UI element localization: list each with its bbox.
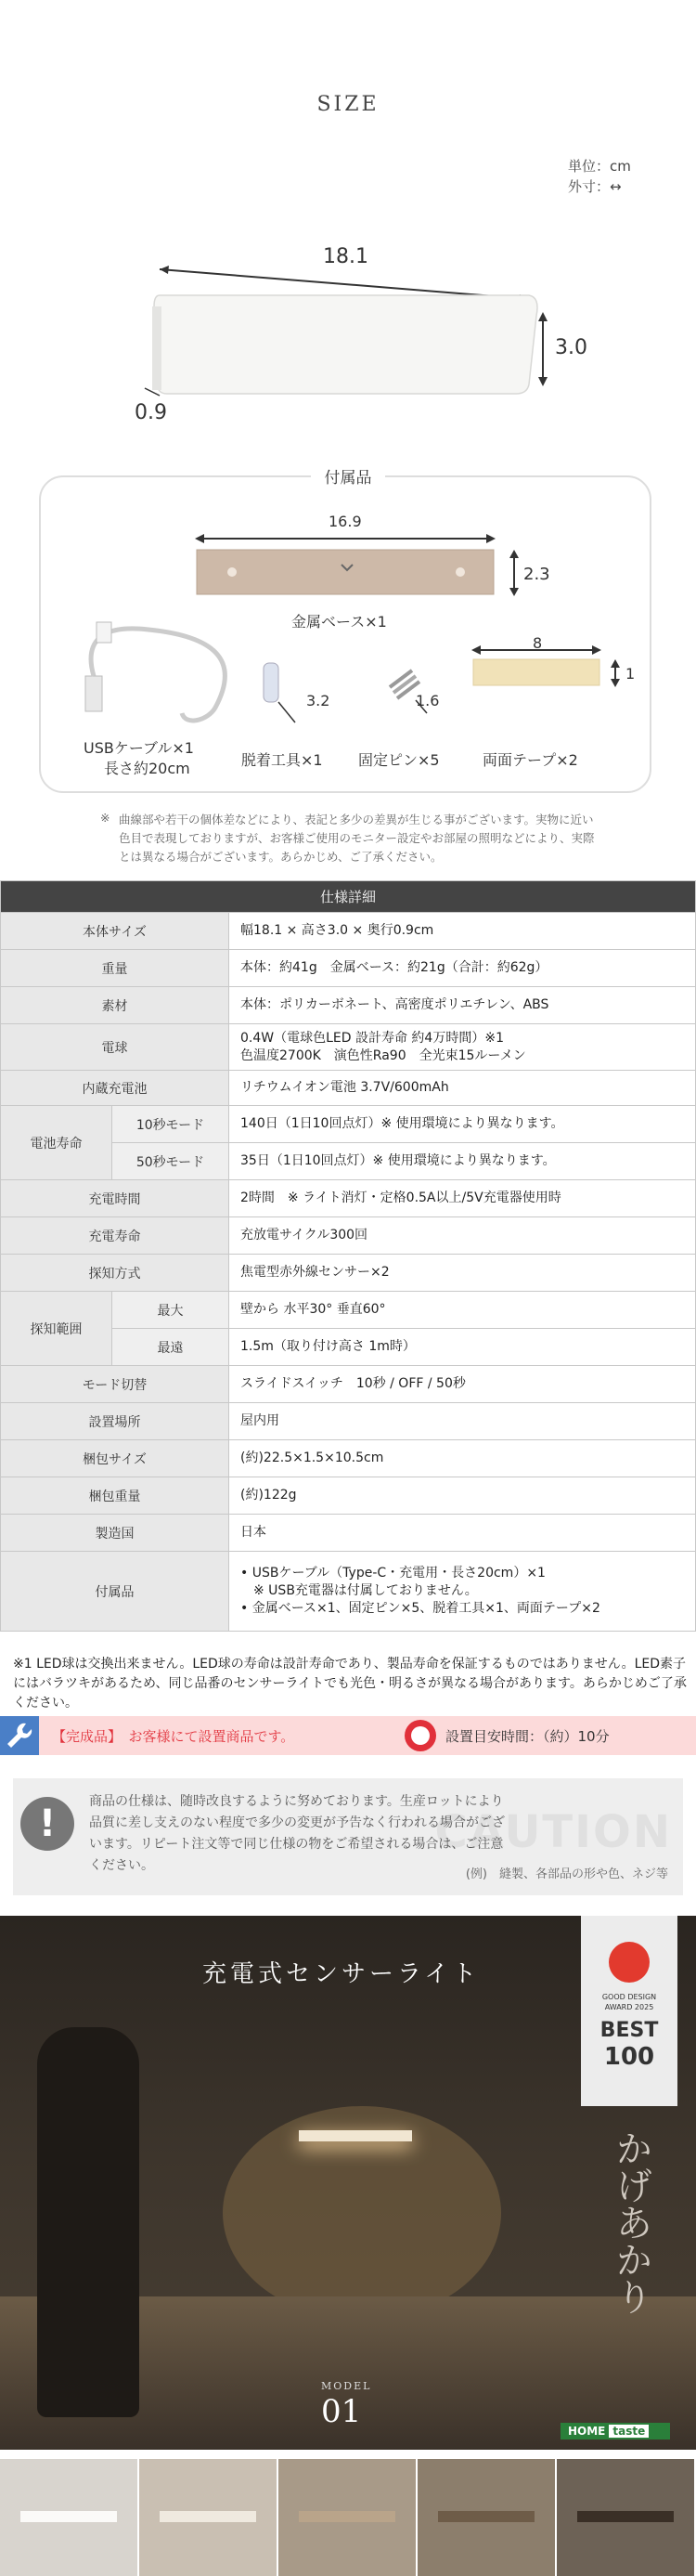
base-plate (195, 534, 519, 596)
width-dim: 18.1 (323, 245, 368, 268)
spec-value-line: ※ USB充電器は付属しておりません。 (253, 1583, 478, 1598)
size-diagram (0, 0, 696, 446)
spec-value-line: • USBケーブル（Type-C・充電用・長さ20cm）×1 (240, 1566, 546, 1581)
base-width-dim: 16.9 (329, 513, 362, 530)
spec-label: 梱包重量 (1, 1477, 229, 1515)
model-label: MODEL (321, 2380, 372, 2392)
pin-label: 固定ピン×5 (358, 751, 440, 769)
base-label: 金属ベース×1 (291, 613, 387, 631)
usb-label-1: USBケーブル×1 (84, 739, 194, 757)
good-design-badge (581, 1916, 677, 2106)
gd-best: BEST (599, 2019, 659, 2042)
spec-value: 充放電サイクル300回 (229, 1217, 696, 1255)
spec-sublabel: 50秒モード (112, 1143, 229, 1180)
spec-value (229, 1024, 696, 1071)
spec-value: (約)22.5×1.5×10.5cm (229, 1440, 696, 1477)
thumbnail[interactable] (557, 2459, 694, 2576)
tool-dim: 3.2 (306, 692, 330, 709)
pin-dim: 1.6 (416, 692, 440, 709)
spec-value: 壁から 水平30° 垂直60° (229, 1292, 696, 1329)
spec-label: 重量 (1, 950, 229, 987)
usb-label-2: 長さ約20cm (104, 760, 190, 777)
hero-photo (0, 1916, 696, 2450)
thumbnail[interactable] (139, 2459, 277, 2576)
spec-value: (約)122g (229, 1477, 696, 1515)
spec-value: 本体：約41g 金属ベース：約21g（合計：約62g） (229, 950, 696, 987)
spec-label: 付属品 (1, 1552, 229, 1632)
calligraphy-text: かげあかり (610, 2129, 652, 2315)
color-thumbnails (0, 2459, 696, 2576)
hero-person (37, 2027, 139, 2417)
spec-label: 本体サイズ (1, 913, 229, 950)
taste-text: taste (609, 2425, 649, 2438)
clock-icon (405, 1720, 436, 1751)
spec-label: 素材 (1, 987, 229, 1024)
spec-sublabel: 最遠 (112, 1329, 229, 1366)
gd-small-1: GOOD DESIGN (601, 1993, 657, 2001)
depth-dim: 0.9 (135, 401, 167, 424)
install-time-text: 設置目安時間：（約）10分 (445, 1728, 610, 1745)
spec-label: 梱包サイズ (1, 1440, 229, 1477)
spec-label: モード切替 (1, 1366, 229, 1403)
home-text: HOME (568, 2425, 606, 2438)
spec-label: 充電寿命 (1, 1217, 229, 1255)
spec-value: 日本 (229, 1515, 696, 1552)
spec-value: 140日（1日10回点灯）※ 使用環境により異なります。 (229, 1106, 696, 1143)
outer-label: 外寸： (568, 178, 611, 195)
spec-label: 電池寿命 (1, 1106, 112, 1180)
light-body (152, 295, 537, 394)
spec-label: 設置場所 (1, 1403, 229, 1440)
good-design-logo-icon (609, 1942, 650, 1983)
exclamation-icon: ! (20, 1797, 74, 1851)
spec-value-line: • 金属ベース×1、固定ピン×5、脱着工具×1、両面テープ×2 (240, 1601, 600, 1616)
thumbnail[interactable] (418, 2459, 555, 2576)
caution-watermark: CAUTION (434, 1806, 672, 1858)
gd-number: 100 (603, 2043, 655, 2071)
base-height-dim: 2.3 (523, 565, 550, 584)
thumbnail[interactable] (278, 2459, 416, 2576)
caution-text: 商品の仕様は、随時改良するように努めております。生産ロットにより品質に差し支えのない程度で多少の変更が予告なく行われる場合がございます。リピート注文等で同じ仕様の物をご希望される場合は、ご注意ください。 (89, 1794, 505, 1873)
tool-label: 脱着工具×1 (241, 751, 323, 769)
model-number: 01 (321, 2393, 362, 2430)
wrench-icon (0, 1716, 39, 1755)
spec-value-line: 0.4W（電球色LED 設計寿命 約4万時間）※1 (240, 1030, 504, 1046)
hero-lamp (299, 2130, 412, 2141)
tape-drawing (471, 645, 620, 687)
accessories-title: 付属品 (311, 464, 385, 488)
spec-label: 探知方式 (1, 1255, 229, 1292)
tape-width-dim: 8 (533, 634, 543, 652)
spec-table (0, 880, 696, 1632)
spec-sublabel: 10秒モード (112, 1106, 229, 1143)
spec-value: 屋内用 (229, 1403, 696, 1440)
led-footnote: ※1 LED球は交換出来ません。LED球の寿命は設計寿命であり、製品寿命を保証するものではありません。LED素子にはバラツキがあるため、同じ品番のセンサーライトでも光色・明るさが異なる場合があります。あらかじめご了承ください。 (13, 1657, 687, 1711)
tape-label: 両面テープ×2 (483, 751, 578, 769)
spec-label: 内蔵充電池 (1, 1071, 229, 1106)
spec-sublabel: 最大 (112, 1292, 229, 1329)
spec-value: 本体：ポリカーボネート、高密度ポリエチレン、ABS (229, 987, 696, 1024)
spec-value-line: 色温度2700K 演色性Ra90 全光束15ルーメン (240, 1047, 526, 1063)
height-dim: 3.0 (555, 336, 587, 359)
caution-box (13, 1778, 683, 1895)
spec-value: 焦電型赤外線センサー×2 (229, 1255, 696, 1292)
disclaimer-mark: ※ (100, 811, 110, 825)
spec-value: リチウムイオン電池 3.7V/600mAh (229, 1071, 696, 1106)
spec-label: 製造国 (1, 1515, 229, 1552)
usb-cable-drawing (85, 622, 225, 721)
double-arrow-icon: ↔ (610, 178, 622, 195)
spec-value: 1.5m（取り付け高さ 1m時） (229, 1329, 696, 1366)
spec-label: 電球 (1, 1024, 229, 1071)
spec-value (229, 1552, 696, 1632)
spec-value: スライドスイッチ 10秒 / OFF / 50秒 (229, 1366, 696, 1403)
unit-label: 単位：cm (568, 158, 631, 175)
gd-small-2: AWARD 2025 (604, 2003, 654, 2011)
spec-value: 35日（1日10回点灯）※ 使用環境により異なります。 (229, 1143, 696, 1180)
spec-value: 2時間 ※ ライト消灯・定格0.5A以上/5V充電器使用時 (229, 1180, 696, 1217)
size-title: SIZE (316, 93, 380, 116)
finished-product-bar (0, 1716, 696, 1755)
spec-label: 充電時間 (1, 1180, 229, 1217)
thumbnail[interactable] (0, 2459, 137, 2576)
disclaimer-text: 曲線部や若干の個体差などにより、表記と多少の差異が生じる事がございます。実物に近い色目で表現しておりますが、お客様ご使用のモニター設定やお部屋の照明などにより、実際とは異なる場合がございます。あらかじめ、ご了承ください。 (119, 813, 595, 864)
removal-tool-drawing (264, 663, 295, 722)
spec-label: 探知範囲 (1, 1292, 112, 1366)
spec-header: 仕様詳細 (1, 881, 696, 913)
hero-title: 充電式センサーライト (202, 1960, 481, 1988)
finished-product-text: 【完成品】 お客様にて設置商品です。 (52, 1728, 295, 1745)
tape-height-dim: 1 (625, 665, 636, 683)
caution-example: (例) 縫製、各部品の形や色、ネジ等 (465, 1867, 668, 1881)
home-taste-logo (561, 2423, 670, 2439)
spec-value: 幅18.1 × 高さ3.0 × 奥行0.9cm (229, 913, 696, 950)
